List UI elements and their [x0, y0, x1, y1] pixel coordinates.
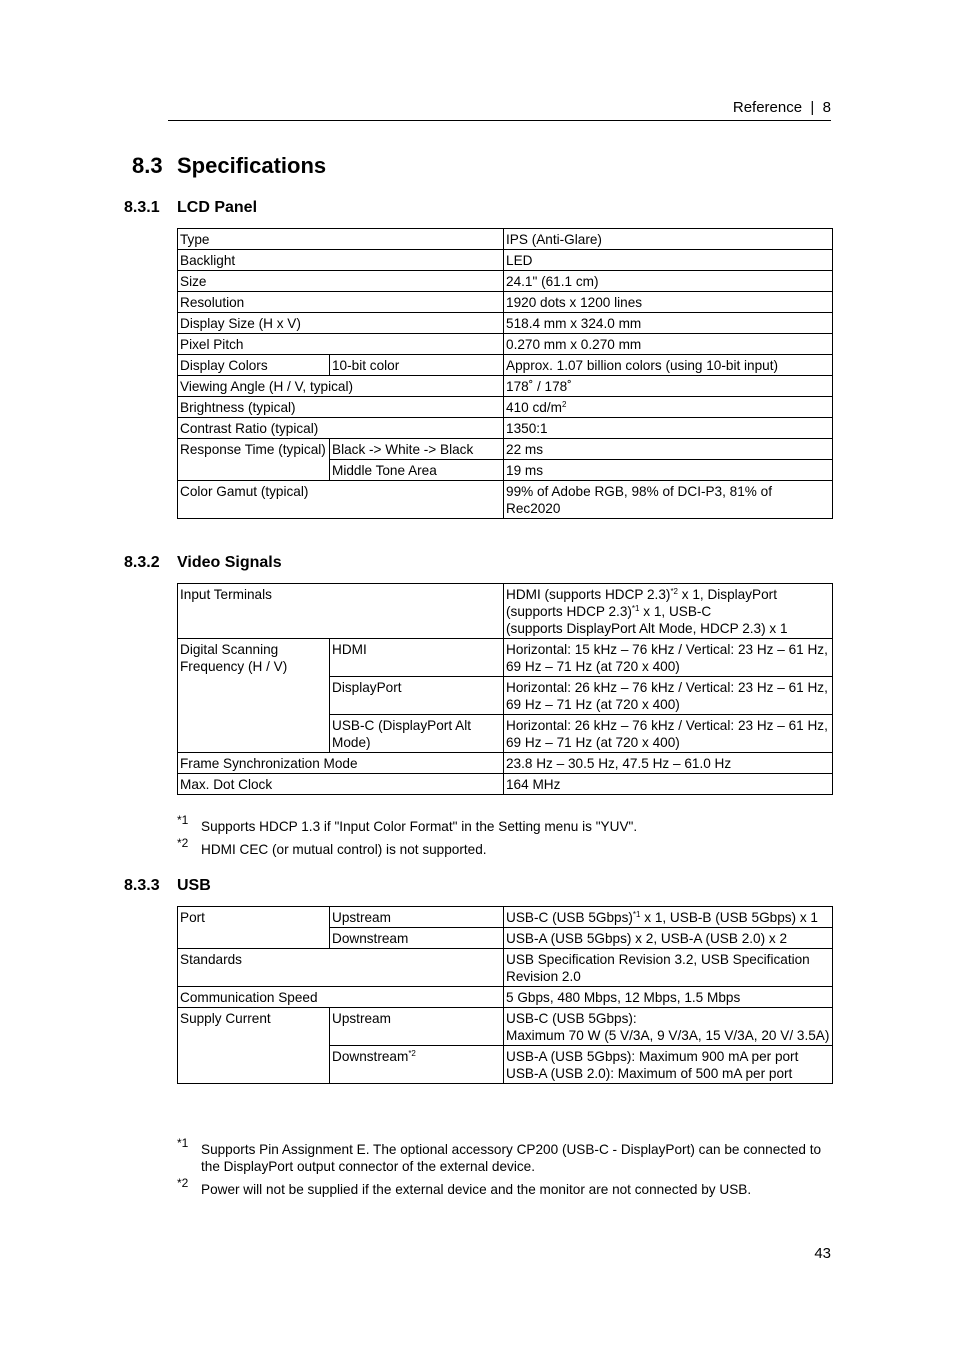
spec-label: Brightness (typical) — [178, 397, 504, 418]
table-row — [178, 313, 833, 334]
spec-sublabel: 10-bit color — [330, 355, 504, 376]
footnote-text: Supports HDCP 1.3 if "Input Color Format" in the Setting menu is "YUV". — [201, 819, 638, 834]
video-number: 8.3.2 — [124, 554, 160, 571]
table-row — [178, 584, 833, 639]
footnote-mark: *1 — [177, 813, 189, 827]
spec-value: 1350:1 — [504, 418, 833, 439]
table-row — [178, 774, 833, 795]
spec-value: Horizontal: 15 kHz – 76 kHz / Vertical: 23 Hz – 61 Hz, 69 Hz – 71 Hz (at 720 x 400) — [504, 639, 833, 677]
spec-sublabel: DisplayPort — [330, 677, 504, 715]
spec-label: Response Time (typical) — [178, 439, 330, 481]
spec-value: 99% of Adobe RGB, 98% of DCI-P3, 81% of Rec2020 — [504, 481, 833, 519]
spec-value: 23.8 Hz – 30.5 Hz, 47.5 Hz – 61.0 Hz — [504, 753, 833, 774]
input-text: HDMI (supports HDCP 2.3) — [506, 587, 671, 602]
input-text: x 1, DisplayPort — [678, 587, 777, 602]
footnote-ref: *1 — [632, 910, 641, 919]
footnote-mark: *2 — [177, 836, 189, 850]
footnote — [177, 836, 837, 858]
footnote — [177, 1176, 837, 1198]
section-number: 8.3 — [132, 153, 163, 178]
spec-label: Max. Dot Clock — [178, 774, 504, 795]
footnote-text: Power will not be supplied if the external device and the monitor are not connected by USB. — [201, 1182, 752, 1197]
spec-label: Pixel Pitch — [178, 334, 504, 355]
lcd-number: 8.3.1 — [124, 199, 160, 216]
table-row — [178, 639, 833, 677]
table-row — [178, 292, 833, 313]
footnote-ref: *1 — [631, 604, 640, 613]
table-row — [178, 1008, 833, 1046]
spec-value: 518.4 mm x 324.0 mm — [504, 313, 833, 334]
spec-value: 164 MHz — [504, 774, 833, 795]
spec-label: Communication Speed — [178, 987, 504, 1008]
section-name: Specifications — [177, 153, 327, 178]
spec-value: 1920 dots x 1200 lines — [504, 292, 833, 313]
value-text: USB-A (USB 2.0): Maximum of 500 mA per port — [506, 1066, 793, 1081]
spec-value — [504, 584, 833, 639]
footnote-ref: *2 — [408, 1049, 416, 1058]
spec-sublabel: Downstream — [330, 928, 504, 949]
footnote-text: Supports Pin Assignment E. The optional accessory CP200 (USB-C - DisplayPort) can be connected to the DisplayPort output connector of the external device. — [201, 1142, 822, 1174]
spec-label: Viewing Angle (H / V, typical) — [178, 376, 504, 397]
spec-value — [504, 397, 833, 418]
spec-value — [504, 1008, 833, 1046]
spec-value: 178˚ / 178˚ — [504, 376, 833, 397]
spec-label: Standards — [178, 949, 504, 987]
usb-number: 8.3.3 — [124, 877, 160, 894]
input-text: (supports DisplayPort Alt Mode, HDCP 2.3) x 1 — [506, 621, 788, 636]
spec-label: Display Colors — [178, 355, 330, 376]
spec-label: Color Gamut (typical) — [178, 481, 504, 519]
spec-sublabel: Middle Tone Area — [330, 460, 504, 481]
table-row — [178, 987, 833, 1008]
table-row — [178, 907, 833, 928]
spec-value: 19 ms — [504, 460, 833, 481]
value-text: USB-C (USB 5Gbps): — [506, 1011, 637, 1026]
video-title: Video Signals — [177, 554, 282, 571]
table-row — [178, 271, 833, 292]
usb-heading — [124, 877, 211, 895]
footnote-ref: *2 — [670, 587, 678, 596]
footnote — [177, 1136, 837, 1175]
usb-footnotes — [177, 1136, 837, 1204]
footnote-mark: *2 — [177, 1176, 189, 1190]
sublabel-text: Downstream — [332, 1049, 409, 1064]
video-footnotes — [177, 813, 837, 864]
spec-label: Size — [178, 271, 504, 292]
table-row — [178, 229, 833, 250]
spec-value — [504, 1046, 833, 1084]
usb-table — [177, 906, 833, 1084]
lcd-title: LCD Panel — [177, 199, 258, 216]
brightness-value: 410 cd/m — [506, 400, 562, 415]
spec-label: Display Size (H x V) — [178, 313, 504, 334]
spec-sublabel: USB-C (DisplayPort Alt Mode) — [330, 715, 504, 753]
table-row — [178, 355, 833, 376]
input-text: (supports HDCP 2.3) — [506, 604, 632, 619]
spec-sublabel: Upstream — [330, 907, 504, 928]
spec-sublabel: Black -> White -> Black — [330, 439, 504, 460]
table-row — [178, 397, 833, 418]
value-text: USB-C (USB 5Gbps) — [506, 910, 633, 925]
table-row — [178, 418, 833, 439]
spec-label: Digital Scanning Frequency (H / V) — [178, 639, 330, 753]
spec-value: USB Specification Revision 3.2, USB Specification Revision 2.0 — [504, 949, 833, 987]
page-number: 43 — [814, 1245, 831, 1262]
brightness-superscript: 2 — [561, 400, 567, 409]
spec-value: Horizontal: 26 kHz – 76 kHz / Vertical: 23 Hz – 61 Hz, 69 Hz – 71 Hz (at 720 x 400) — [504, 715, 833, 753]
spec-value: USB-A (USB 5Gbps) x 2, USB-A (USB 2.0) x 2 — [504, 928, 833, 949]
spec-value: Approx. 1.07 billion colors (using 10-bit input) — [504, 355, 833, 376]
spec-label: Contrast Ratio (typical) — [178, 418, 504, 439]
spec-value: 24.1" (61.1 cm) — [504, 271, 833, 292]
footnote-text: HDMI CEC (or mutual control) is not supported. — [201, 842, 487, 857]
lcd-heading — [124, 199, 257, 217]
lcd-table — [177, 228, 833, 519]
spec-label: Type — [178, 229, 504, 250]
table-row — [178, 753, 833, 774]
input-text: x 1, USB-C — [639, 604, 712, 619]
spec-sublabel: Upstream — [330, 1008, 504, 1046]
spec-label: Frame Synchronization Mode — [178, 753, 504, 774]
spec-value: 5 Gbps, 480 Mbps, 12 Mbps, 1.5 Mbps — [504, 987, 833, 1008]
spec-value: Horizontal: 26 kHz – 76 kHz / Vertical: 23 Hz – 61 Hz, 69 Hz – 71 Hz (at 720 x 400) — [504, 677, 833, 715]
table-row — [178, 334, 833, 355]
video-table — [177, 583, 833, 795]
spec-value: IPS (Anti-Glare) — [504, 229, 833, 250]
spec-value — [504, 907, 833, 928]
value-text: USB-A (USB 5Gbps): Maximum 900 mA per port — [506, 1049, 799, 1064]
spec-value: 0.270 mm x 0.270 mm — [504, 334, 833, 355]
table-row — [178, 376, 833, 397]
section-title — [132, 153, 326, 179]
spec-sublabel: HDMI — [330, 639, 504, 677]
usb-title: USB — [177, 877, 211, 894]
value-text: Maximum 70 W (5 V/3A, 9 V/3A, 15 V/3A, 20 V/ 3.5A) — [506, 1028, 830, 1043]
value-text: x 1, USB-B (USB 5Gbps) x 1 — [640, 910, 818, 925]
video-heading — [124, 554, 282, 572]
spec-label: Port — [178, 907, 330, 949]
spec-label: Input Terminals — [178, 584, 504, 639]
table-row — [178, 949, 833, 987]
spec-label: Backlight — [178, 250, 504, 271]
table-row — [178, 481, 833, 519]
header-text: Reference | 8 — [732, 99, 831, 116]
spec-label: Supply Current — [178, 1008, 330, 1084]
spec-value: 22 ms — [504, 439, 833, 460]
spec-label: Resolution — [178, 292, 504, 313]
page-header — [168, 98, 831, 121]
spec-value: LED — [504, 250, 833, 271]
footnote — [177, 813, 837, 835]
table-row — [178, 250, 833, 271]
spec-sublabel — [330, 1046, 504, 1084]
footnote-mark: *1 — [177, 1136, 189, 1150]
table-row — [178, 439, 833, 460]
